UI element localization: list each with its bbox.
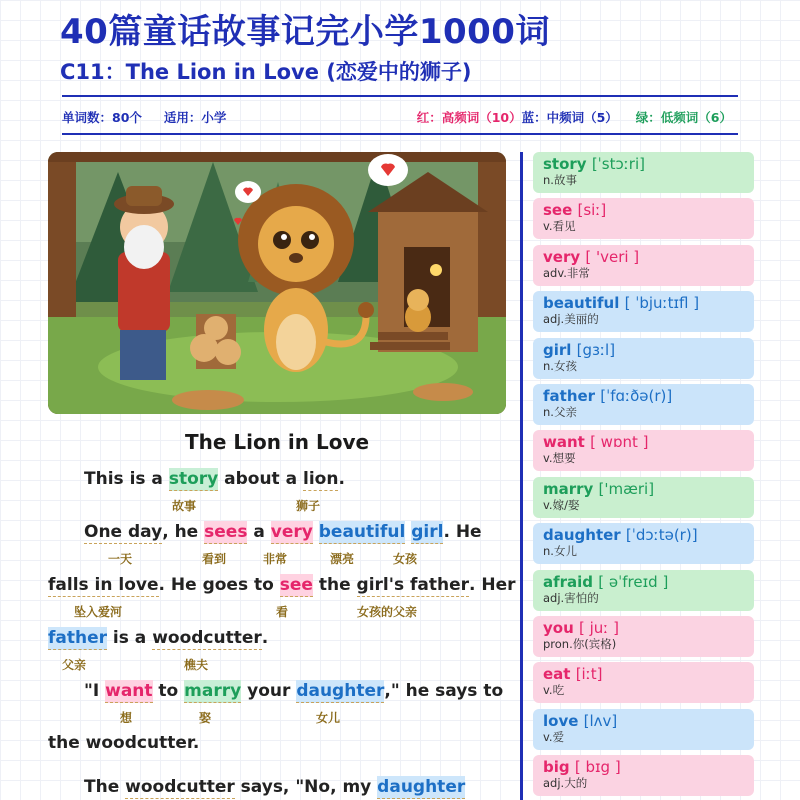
word-beautiful: beautiful — [318, 522, 406, 542]
word-lion: lion — [303, 469, 339, 489]
gloss-lion: 狮子 — [296, 499, 321, 513]
vocab-headword: afraid — [543, 572, 599, 591]
vocab-headword: you — [543, 619, 579, 637]
vocab-headword: big — [543, 758, 575, 777]
vocab-phonetic: [siː] — [577, 201, 607, 220]
vocab-definition: v.爱 — [543, 729, 565, 744]
text-span: . Her — [469, 575, 516, 595]
vocab-card-very — [533, 245, 754, 286]
vocab-word — [543, 573, 744, 591]
gloss-sees: 看到 — [202, 552, 227, 566]
lesson-subtitle: C11：The Lion in Love (恋爱中的狮子) — [60, 60, 472, 84]
vocab-word — [543, 433, 744, 451]
vocab-headword: daughter — [543, 526, 626, 545]
vocab-headword: beautiful — [543, 294, 625, 313]
vocab-word — [543, 758, 744, 776]
vocab-phonetic: [ˈdɔːtə(r)] — [625, 526, 698, 545]
text-span: , he — [162, 522, 205, 542]
vocab-word — [543, 619, 744, 637]
text-span: . — [338, 469, 345, 489]
vocab-card-love — [533, 709, 754, 750]
word-want: want — [105, 681, 153, 701]
vocab-card-beautiful — [533, 291, 754, 332]
story-line-5 — [84, 680, 503, 703]
vocab-definition: pron.你(宾格) — [543, 637, 617, 651]
word-woodcutter: woodcutter — [152, 628, 262, 648]
text-span: about a — [218, 469, 303, 489]
text-span: says, "No, my — [234, 777, 378, 797]
story-line-6: the woodcutter. — [48, 733, 200, 753]
vocab-card-marry — [533, 477, 754, 518]
gloss-see: 看 — [276, 605, 289, 619]
vocab-phonetic: ['mæri] — [598, 479, 655, 498]
vocab-word — [543, 294, 744, 312]
vocab-headword: want — [543, 433, 591, 452]
vocab-definition: v.想要 — [543, 451, 576, 466]
text-span: The — [84, 777, 126, 797]
vocab-phonetic: [ wɒnt ] — [590, 433, 649, 452]
story-line-1 — [84, 468, 345, 491]
story-line-4 — [48, 627, 268, 650]
word-sees: sees — [204, 522, 248, 542]
text-span: a — [247, 522, 271, 542]
text-span: to — [152, 681, 185, 701]
text-span: your — [241, 681, 297, 701]
text-span: . He — [443, 522, 482, 542]
vocab-card-you — [533, 616, 754, 657]
gloss-want: 想 — [120, 711, 133, 725]
story-line-2 — [84, 521, 482, 544]
vocab-headword: eat — [543, 665, 576, 684]
vocab-word — [543, 387, 744, 405]
vocab-phonetic: [ˈfɑːðə(r)] — [600, 387, 673, 405]
vocab-phonetic: [iːt] — [575, 665, 603, 684]
gloss-beautiful: 漂亮 — [330, 552, 355, 566]
legend-red: 红：高频词（10） — [416, 110, 522, 125]
vocab-phonetic: [lʌv] — [583, 711, 618, 730]
gloss-marry: 娶 — [199, 711, 212, 725]
word-girls-father: girl's father — [356, 575, 469, 595]
word-daughter-2: daughter — [377, 777, 466, 797]
legend-blue: 蓝：中频词（5） — [521, 110, 618, 125]
header-rule-top — [62, 95, 738, 97]
gloss-woodcutter: 樵夫 — [184, 658, 209, 672]
vocab-card-story — [533, 152, 754, 193]
word-daughter: daughter — [296, 681, 385, 701]
vocab-word — [543, 665, 744, 683]
vocab-card-see — [533, 198, 754, 239]
vocab-card-eat — [533, 662, 754, 703]
vocab-card-daughter — [533, 523, 754, 564]
vocab-definition: v.吃 — [543, 683, 565, 698]
word-story: story — [168, 469, 219, 489]
vocab-headword: story — [543, 155, 592, 173]
gloss-girls-father: 女孩的父亲 — [357, 605, 418, 619]
legend-green: 绿：低频词（6） — [635, 110, 732, 125]
vocab-definition: n.女儿 — [543, 544, 577, 559]
vocab-phonetic: [ bɪg ] — [574, 758, 621, 777]
vocab-card-girl — [533, 338, 754, 379]
vocab-phonetic: [ əˈfreɪd ] — [598, 572, 669, 591]
vocab-word — [543, 526, 744, 544]
column-divider — [520, 152, 523, 800]
word-falls-in-love: falls in love — [48, 575, 159, 595]
text-span: This is a — [84, 469, 169, 489]
gloss-girl: 女孩 — [393, 552, 418, 566]
gloss-story: 故事 — [172, 499, 197, 513]
vocab-phonetic: [ ˈbjuːtɪfl ] — [624, 294, 700, 313]
gloss-father: 父亲 — [62, 658, 87, 672]
vocab-definition: adj.大的 — [543, 776, 588, 791]
level-label: 适用：小学 — [163, 110, 227, 125]
word-very: very — [270, 522, 313, 542]
vocab-definition: adj.美丽的 — [543, 312, 599, 327]
vocab-word — [543, 341, 744, 359]
word-woodcutter-2: woodcutter — [125, 777, 235, 797]
gloss-very: 非常 — [263, 552, 288, 566]
word-father: father — [48, 628, 108, 648]
gloss-falls-in-love: 坠入爱河 — [74, 605, 123, 619]
vocab-card-afraid — [533, 570, 754, 611]
vocab-definition: v.嫁/娶 — [543, 497, 580, 512]
text-span: . — [261, 628, 269, 648]
text-span: the — [312, 575, 357, 595]
vocab-headword: see — [543, 201, 578, 220]
vocab-word — [543, 712, 744, 730]
vocab-headword: love — [543, 711, 584, 730]
vocab-headword: marry — [543, 479, 599, 498]
vocab-word — [543, 155, 744, 173]
vocab-phonetic: [ juː ] — [578, 619, 619, 637]
vocab-phonetic: [gɜːl] — [576, 340, 616, 359]
vocab-definition: v.看见 — [543, 219, 576, 234]
vocab-headword: father — [543, 387, 601, 405]
vocab-phonetic: [ˈstɔːri] — [591, 155, 645, 173]
vocab-headword: girl — [543, 340, 577, 359]
vocab-definition: n.故事 — [543, 173, 577, 187]
story-illustration — [48, 152, 506, 414]
vocab-word — [543, 480, 744, 498]
text-span: "I — [84, 681, 106, 701]
text-span: ," he says to — [384, 681, 504, 701]
word-marry: marry — [184, 681, 242, 701]
vocab-word — [543, 248, 744, 266]
vocab-card-big — [533, 755, 754, 796]
story-title: The Lion in Love — [184, 430, 370, 454]
page-title: 40篇童话故事记完小学1000词 — [60, 12, 550, 52]
word-girl: girl — [411, 522, 444, 542]
gloss-one-day: 一天 — [108, 552, 133, 566]
story-line-7 — [84, 776, 465, 799]
vocab-definition: adj.害怕的 — [543, 590, 599, 605]
word-see: see — [279, 575, 313, 595]
vocab-card-want — [533, 430, 754, 471]
gloss-daughter: 女儿 — [316, 711, 341, 725]
vocab-word — [543, 201, 744, 219]
word-one-day: One day — [84, 522, 163, 542]
text-span: is a — [107, 628, 153, 648]
vocab-definition: adv.非常 — [543, 265, 590, 280]
header-rule-bottom — [62, 133, 738, 135]
vocab-definition: n.父亲 — [543, 405, 577, 419]
word-count: 单词数：80个 — [62, 110, 142, 125]
story-line-3 — [48, 574, 516, 597]
vocab-definition: n.女孩 — [543, 358, 577, 373]
vocab-phonetic: [ 'veri ] — [585, 247, 640, 266]
vocab-card-father — [533, 384, 754, 425]
text-span: . He goes to — [158, 575, 280, 595]
vocab-headword: very — [543, 247, 586, 266]
